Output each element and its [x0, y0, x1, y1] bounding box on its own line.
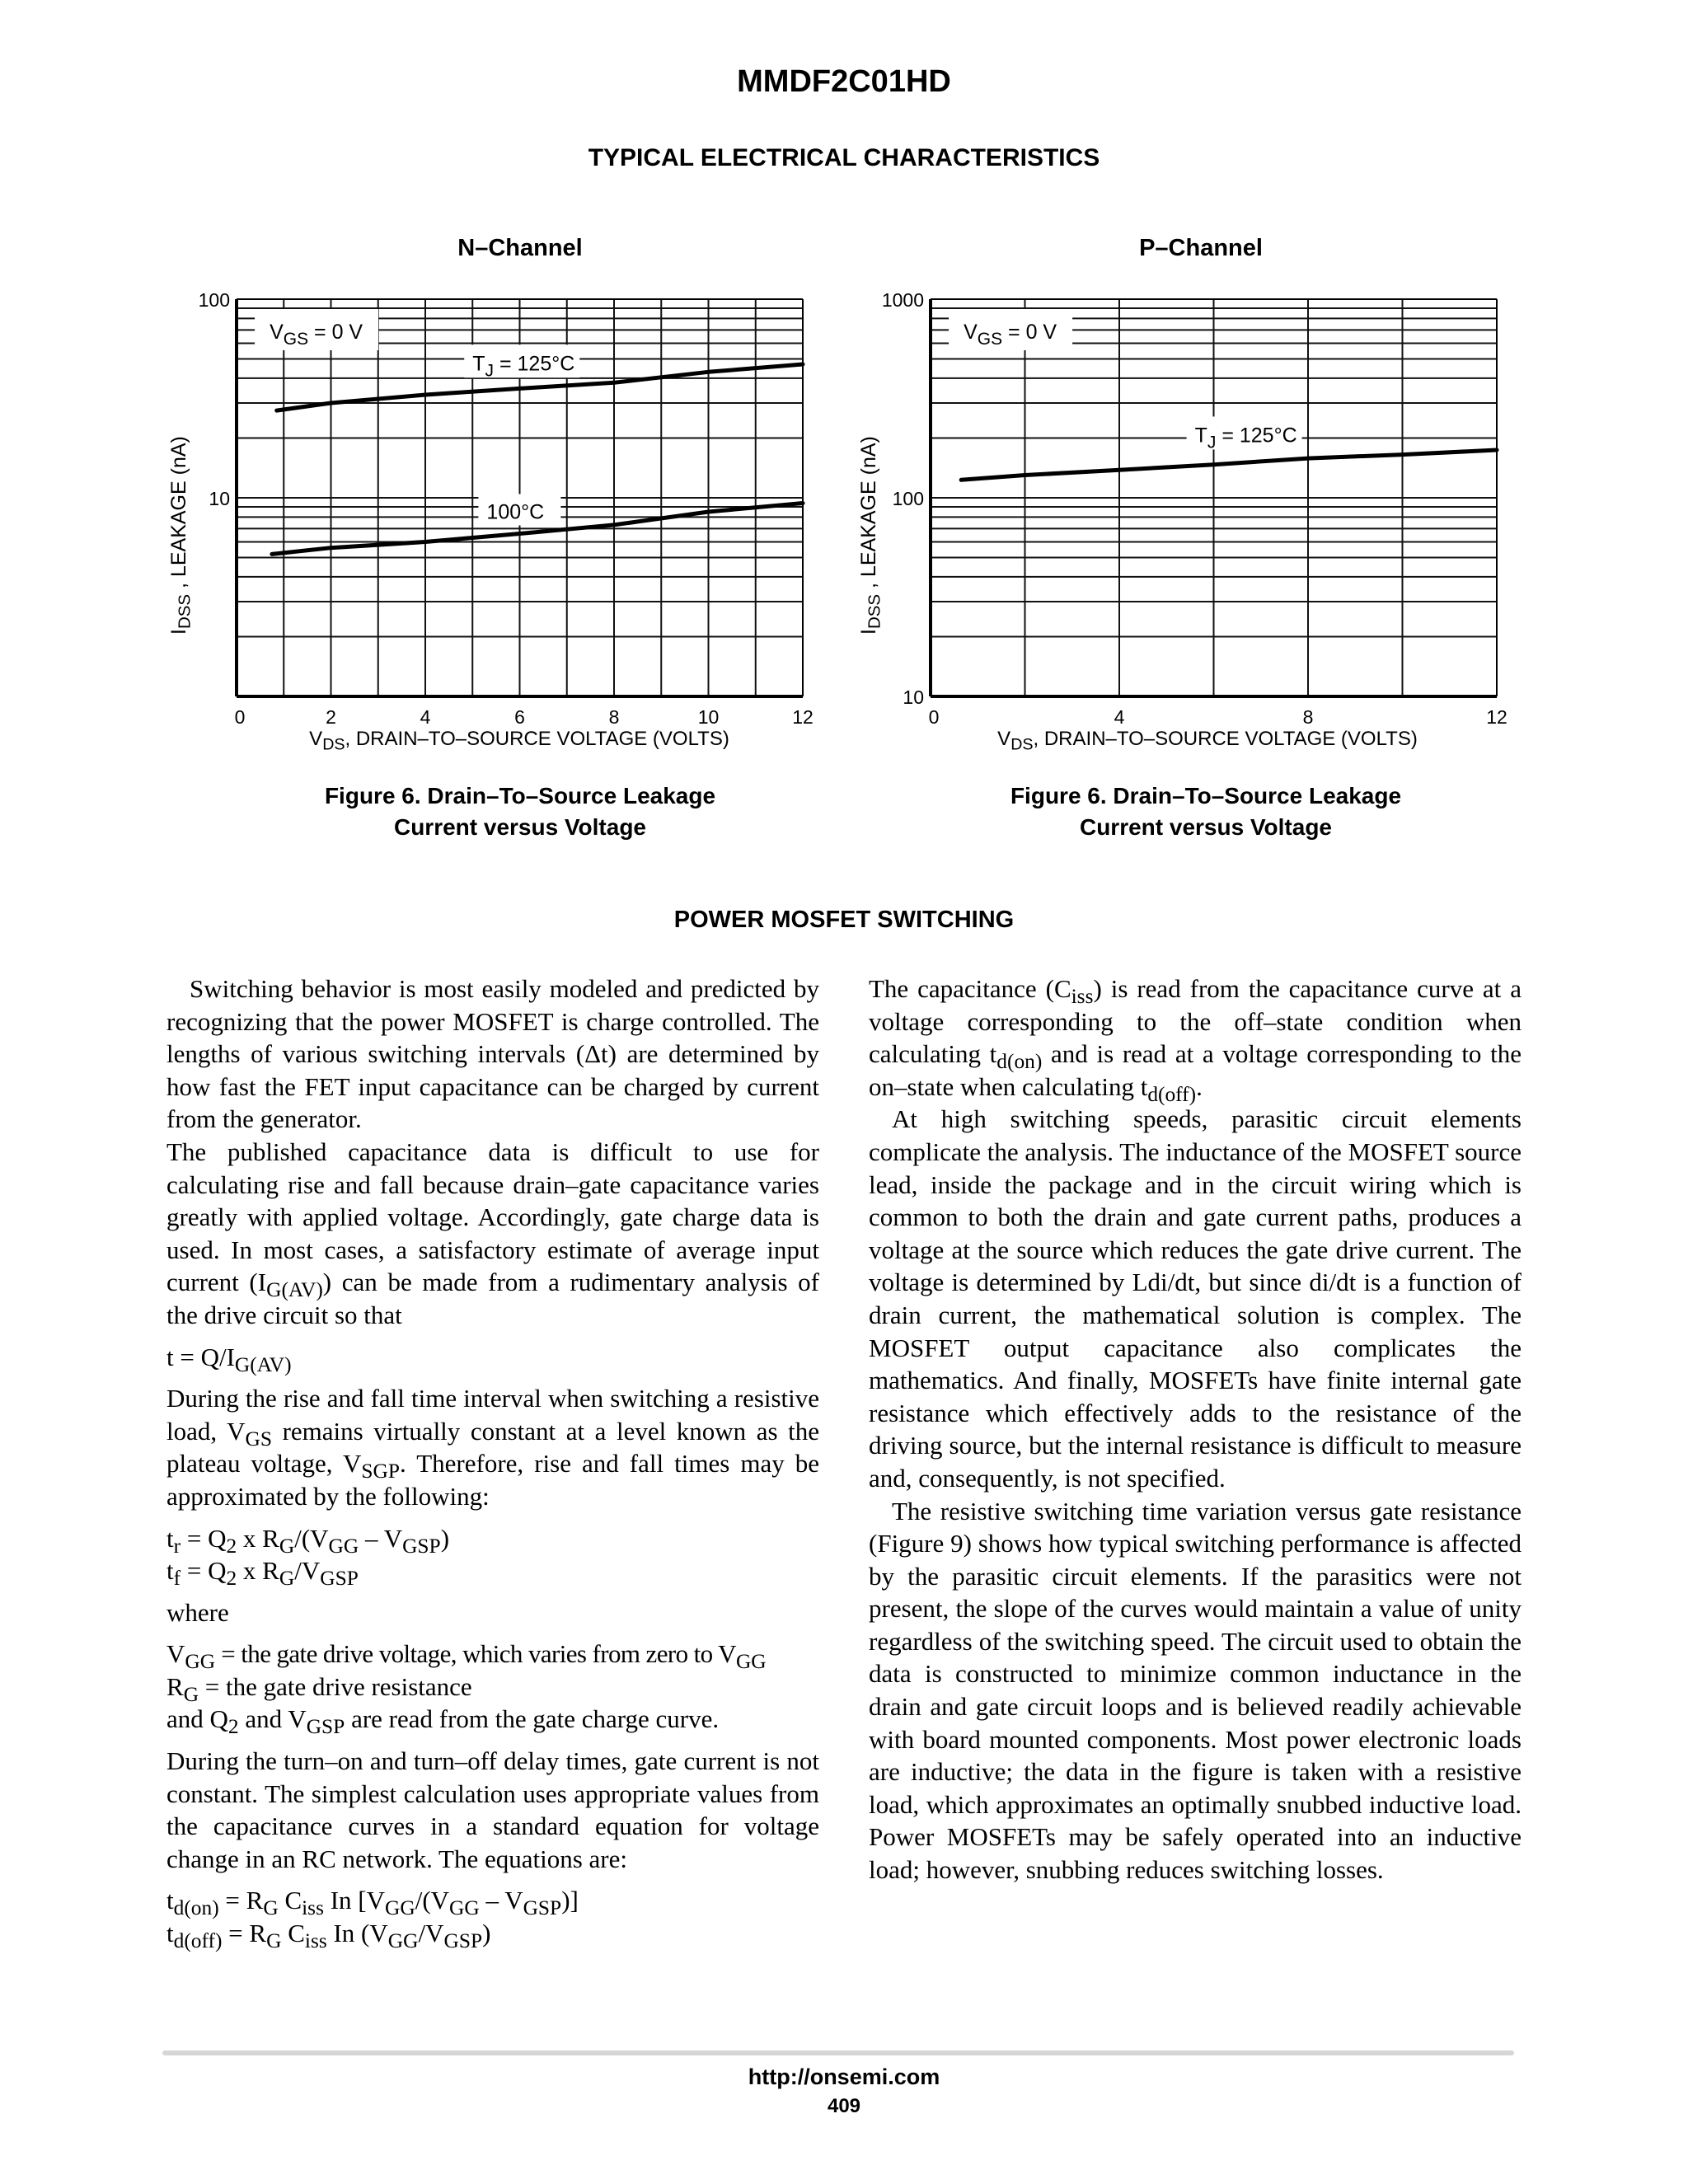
section-title: TYPICAL ELECTRICAL CHARACTERISTICS — [588, 144, 1100, 171]
x-tick-label: 8 — [608, 706, 620, 728]
vgs-annotation: $V_{GS} = 0$ V — [964, 321, 1057, 349]
y-tick-label: 10 — [903, 687, 924, 708]
y-tick-label: 1000 — [881, 289, 924, 311]
p-chart-x-axis-label — [919, 728, 1496, 754]
x-tick-label: 8 — [1302, 706, 1314, 728]
y-label-rest: , LEAKAGE (nA) — [857, 436, 880, 594]
where-label: where — [166, 1597, 229, 1627]
y-label-sub: DSS — [175, 593, 195, 630]
y-label-main: I — [167, 629, 190, 635]
definition-q2: and $Q_2$ and $V_{GSP}$ are read from the gate charge curve. — [166, 1704, 720, 1739]
n-chart-x-axis-label — [231, 728, 808, 754]
x-tick-label: 6 — [514, 706, 525, 728]
y-label-sub: DSS — [865, 593, 884, 630]
n-channel-plot — [0, 0, 1688, 742]
n-channel-grid — [199, 289, 814, 728]
x-label-main: V — [997, 728, 1011, 750]
paragraph: At high switching speeds, parasitic circuit elements complicate the analysis. The inductance of the MOSFET source lead, inside the package and in the circuit wiring which is common to both the drain and gate current paths, produces a voltage at the source which reduces the gate drive current. The voltage is determined by Ldi/dt, but since di/dt is a function of drain current, the mathematical solution is complex. The MOSFET output capacitance also complicates the mathematics. And finally, MOSFETs have finite internal gate resistance which effectively adds to the resistance of the driving source, but the internal resistance is difficult to measure and, consequently, is not specified. — [869, 1104, 1522, 1493]
x-tick-label: 12 — [792, 706, 814, 728]
y-tick-label: 100 — [198, 289, 230, 311]
p-chart-caption — [917, 780, 1494, 843]
page-number: 409 — [827, 2095, 861, 2117]
x-label-rest: , DRAIN–TO–SOURCE VOLTAGE (VOLTS) — [345, 728, 729, 750]
paragraph: The published capacitance data is difficult to use for calculating rise and fall because drain–gate capacitance varies greatly with applied voltage. Accordingly, gate charge data is used. In most cases, a satisfactory estimate of average input current $(I_{G(AV)})$ can be made from a rudimentary analysis of the drive circuit so that — [166, 1137, 819, 1329]
tj-125c-label: $T_J = 125^\circ C$ — [1194, 424, 1297, 452]
x-tick-label: 4 — [1114, 706, 1125, 728]
p-chart-y-axis-label — [857, 436, 884, 635]
x-tick-label: 4 — [420, 706, 431, 728]
x-tick-label: 0 — [234, 706, 246, 728]
y-tick-label: 10 — [209, 488, 230, 509]
caption-line-2: Current versus Voltage — [393, 814, 647, 840]
definition-rg: $R_G$ = the gate drive resistance — [166, 1671, 472, 1706]
footer-url-link[interactable]: http://onsemi.com — [748, 2064, 940, 2089]
caption-line-1: Figure 6. Drain–To–Source Leakage — [324, 783, 716, 808]
p-channel-title: P–Channel — [1139, 235, 1263, 261]
y-label-rest: , LEAKAGE (nA) — [167, 436, 190, 594]
equation-tr: $t_r = Q_2$ x $R_G/(V_{GG} - V_{GSP})$ — [166, 1523, 450, 1558]
left-text-column — [166, 972, 820, 1953]
x-label-main: V — [309, 728, 323, 750]
equation-tf: $t_f = Q_2$ x $R_G/V_{GSP}$ — [166, 1556, 359, 1591]
definition-vgg: $V_{GG}$ = the gate drive voltage, which varies from zero to $V_{GG}$ — [166, 1639, 767, 1674]
curve-125c — [961, 450, 1497, 480]
vgs-annotation: $V_{GS} = 0$ V — [270, 321, 363, 349]
caption-line-1: Figure 6. Drain–To–Source Leakage — [1010, 783, 1402, 808]
right-text-column — [869, 972, 1522, 1886]
x-label-rest: , DRAIN–TO–SOURCE VOLTAGE (VOLTS) — [1033, 728, 1418, 750]
paragraph: During the turn–on and turn–off delay times, gate current is not constant. The simplest calculation uses appropriate values from the capacitance curves in a standard equation for voltage change in an RC network. The equations are: — [166, 1746, 819, 1873]
paragraph: The capacitance $(C_{iss})$ is read from the capacitance curve at a voltage corresponding to the off–state condition when calculating $t_{d(on)}$ and is read at a voltage corresponding to the on–state when calculating $t_{d(off)}$. — [869, 974, 1522, 1106]
n-channel-title: N–Channel — [457, 235, 583, 261]
x-tick-label: 0 — [928, 706, 940, 728]
x-tick-label: 10 — [697, 706, 720, 728]
paragraph: Switching behavior is most easily modeled and predicted by recognizing that the power MOSFET is charge controlled. The lengths of various switching intervals (Δt) are determined by how fast the FET input capacitance can be charged by current from the generator. — [166, 974, 819, 1134]
p-channel-grid — [882, 289, 1507, 728]
document-title: MMDF2C01HD — [737, 64, 951, 99]
paragraph: The resistive switching time variation versus gate resistance (Figure 9) shows how typical switching performance is affected by the parasitic circuit elements. If the parasitics were not present, the slope of the curves would maintain a value of unity regardless of the switching speed. The circuit used to obtain the data is constructed to minimize common inductance in the drain and gate circuit loops and is believed readily achievable with board mounted components. Most power electronic loads are inductive; the data in the figure is taken with a resistive load, which approximates an optimally snubbed inductive load. Power MOSFETs may be safely operated into an inductive load; however, snubbing reduces switching losses. — [869, 1496, 1522, 1885]
n-chart-caption — [232, 780, 809, 843]
x-tick-label: 12 — [1486, 706, 1507, 728]
caption-line-2: Current versus Voltage — [1079, 814, 1333, 840]
x-tick-label: 2 — [326, 706, 336, 728]
equation-tdoff: $t_{d(off)} = R_G$ $C_{iss}$ In $(V_{GG}/V_{GSP})$ — [166, 1919, 491, 1953]
y-tick-label: 100 — [892, 488, 924, 509]
equation-t: $t = Q/I_{G(AV)}$ — [166, 1342, 292, 1376]
x-label-sub: DS — [322, 735, 345, 754]
switching-section-title: POWER MOSFET SWITCHING — [673, 907, 1015, 933]
tj-125c-label: $T_J = 125^\circ C$ — [472, 352, 575, 381]
y-label-main: I — [857, 629, 880, 635]
100c-label: 100°C — [486, 500, 545, 524]
x-label-sub: DS — [1010, 735, 1034, 754]
footer-divider — [162, 2050, 1514, 2055]
paragraph: During the rise and fall time interval when switching a resistive load, $V_{GS}$ remains virtually constant at a level known as the plateau voltage, $V_{SGP}$. Therefore, rise and fall times may be approximated by the following: — [166, 1384, 820, 1511]
n-channel-chart — [0, 0, 1688, 742]
equation-tdon: $t_{d(on)} = R_G$ $C_{iss}$ In $[V_{GG}/(V_{GG} - V_{GSP})]$ — [166, 1886, 579, 1920]
